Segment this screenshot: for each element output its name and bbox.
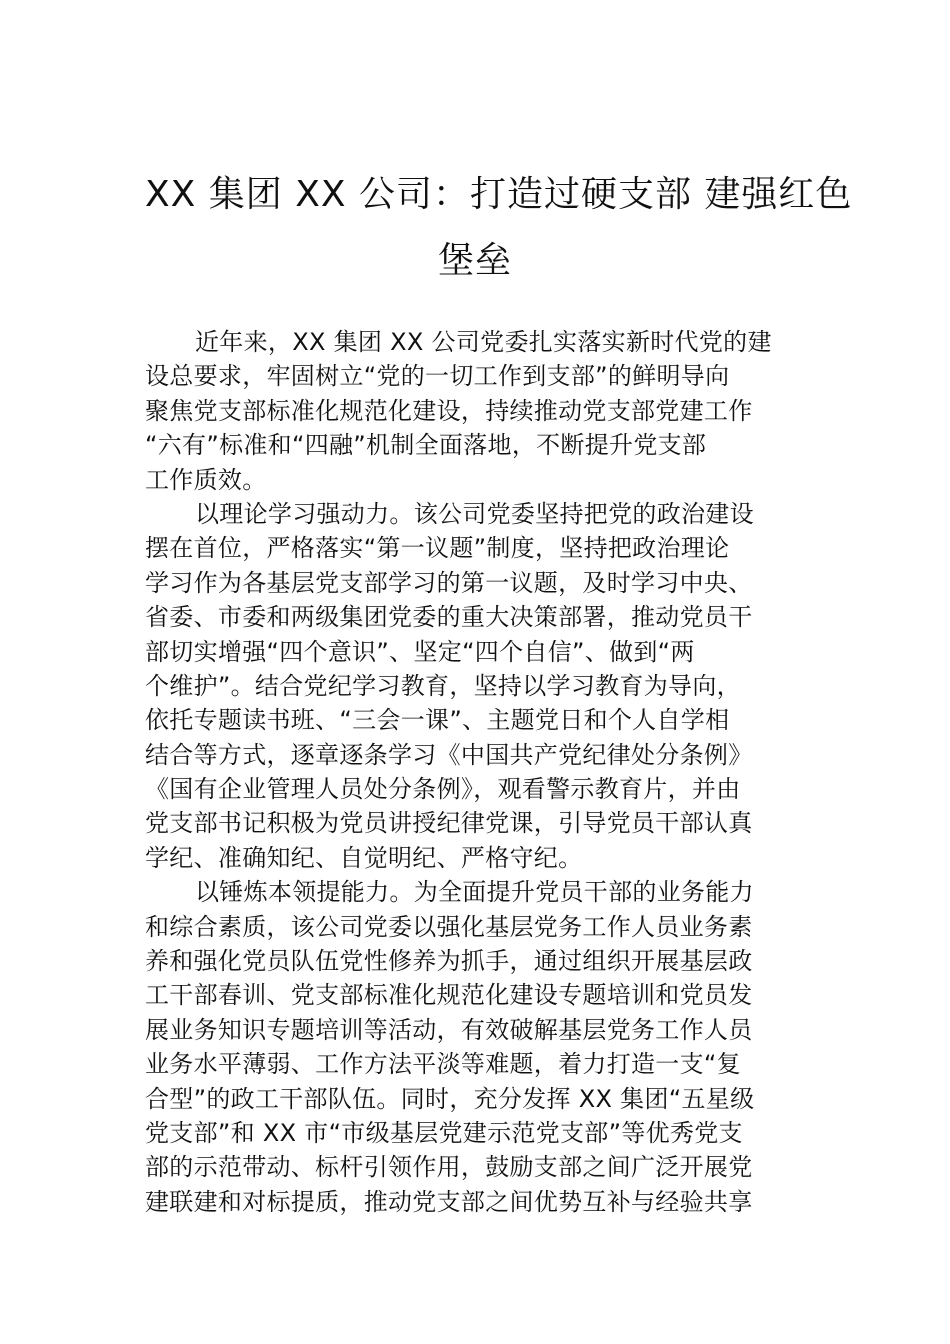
paragraph-line: “六有”标准和“四融”机制全面落地，不断提升党支部	[145, 431, 707, 460]
paragraph-line: 展业务知识专题培训等活动，有效破解基层党务工作人员	[145, 1015, 753, 1044]
paragraph-line: 部的示范带动、标杆引领作用，鼓励支部之间广泛开展党	[145, 1153, 753, 1182]
paragraph-line: 省委、市委和两级集团党委的重大决策部署，推动党员干	[145, 603, 753, 632]
paragraph-line: 摆在首位，严格落实“第一议题”制度，坚持把政治理论	[145, 534, 730, 563]
paragraph-line: 部切实增强“四个意识”、坚定“四个自信”、做到“两	[145, 637, 695, 666]
paragraph-line: 党支部书记积极为党员讲授纪律党课，引导党员干部认真	[145, 809, 753, 838]
paragraph-line: 依托专题读书班、“三会一课”、主题党日和个人自学相	[145, 706, 730, 735]
paragraph-skills-training	[145, 875, 807, 1219]
paragraph-line: 设总要求，牢固树立“党的一切工作到支部”的鲜明导向	[145, 362, 730, 391]
paragraph-line: 和综合素质，该公司党委以强化基层党务工作人员业务素	[145, 912, 753, 941]
paragraph-line: 以理论学习强动力。该公司党委坚持把党的政治建设	[195, 499, 754, 528]
paragraph-line: 学习作为各基层党支部学习的第一议题，及时学习中央、	[145, 568, 753, 597]
paragraph-line: 《国有企业管理人员处分条例》，观看警示教育片，并由	[145, 775, 741, 804]
paragraph-line: 业务水平薄弱、工作方法平淡等难题，着力打造一支“复	[145, 1050, 741, 1079]
paragraph-line: 个维护”。结合党纪学习教育，坚持以学习教育为导向，	[145, 671, 741, 700]
paragraph-line: 建联建和对标提质，推动党支部之间优势互补与经验共享	[145, 1187, 753, 1216]
paragraph-intro	[145, 325, 807, 497]
paragraph-line: 工干部春训、党支部标准化规范化建设专题培训和党员发	[145, 981, 753, 1010]
paragraph-line: 合型”的政工干部队伍。同时，充分发挥 XX 集团“五星级	[145, 1084, 755, 1113]
document-title-line-2: 堡垒	[437, 240, 512, 281]
document-body	[145, 325, 807, 1219]
document-title-line-1: XX 集团 XX 公司：打造过硬支部 建强红色	[145, 174, 853, 215]
paragraph-line: 近年来，XX 集团 XX 公司党委扎实落实新时代党的建	[195, 328, 772, 356]
paragraph-line: 以锤炼本领提能力。为全面提升党员干部的业务能力	[195, 878, 754, 907]
paragraph-line: 党支部”和 XX 市“市级基层党建示范党支部”等优秀党支	[145, 1118, 743, 1147]
paragraph-line: 工作质效。	[145, 465, 267, 494]
paragraph-line: 结合等方式，逐章逐条学习《中国共产党纪律处分条例》	[145, 740, 753, 769]
paragraph-theory-study	[145, 497, 807, 875]
paragraph-line: 学纪、准确知纪、自觉明纪、严格守纪。	[145, 843, 583, 872]
paragraph-line: 聚焦党支部标准化规范化建设，持续推动党支部党建工作	[145, 396, 753, 425]
paragraph-line: 养和强化党员队伍党性修养为抓手，通过组织开展基层政	[145, 947, 753, 976]
